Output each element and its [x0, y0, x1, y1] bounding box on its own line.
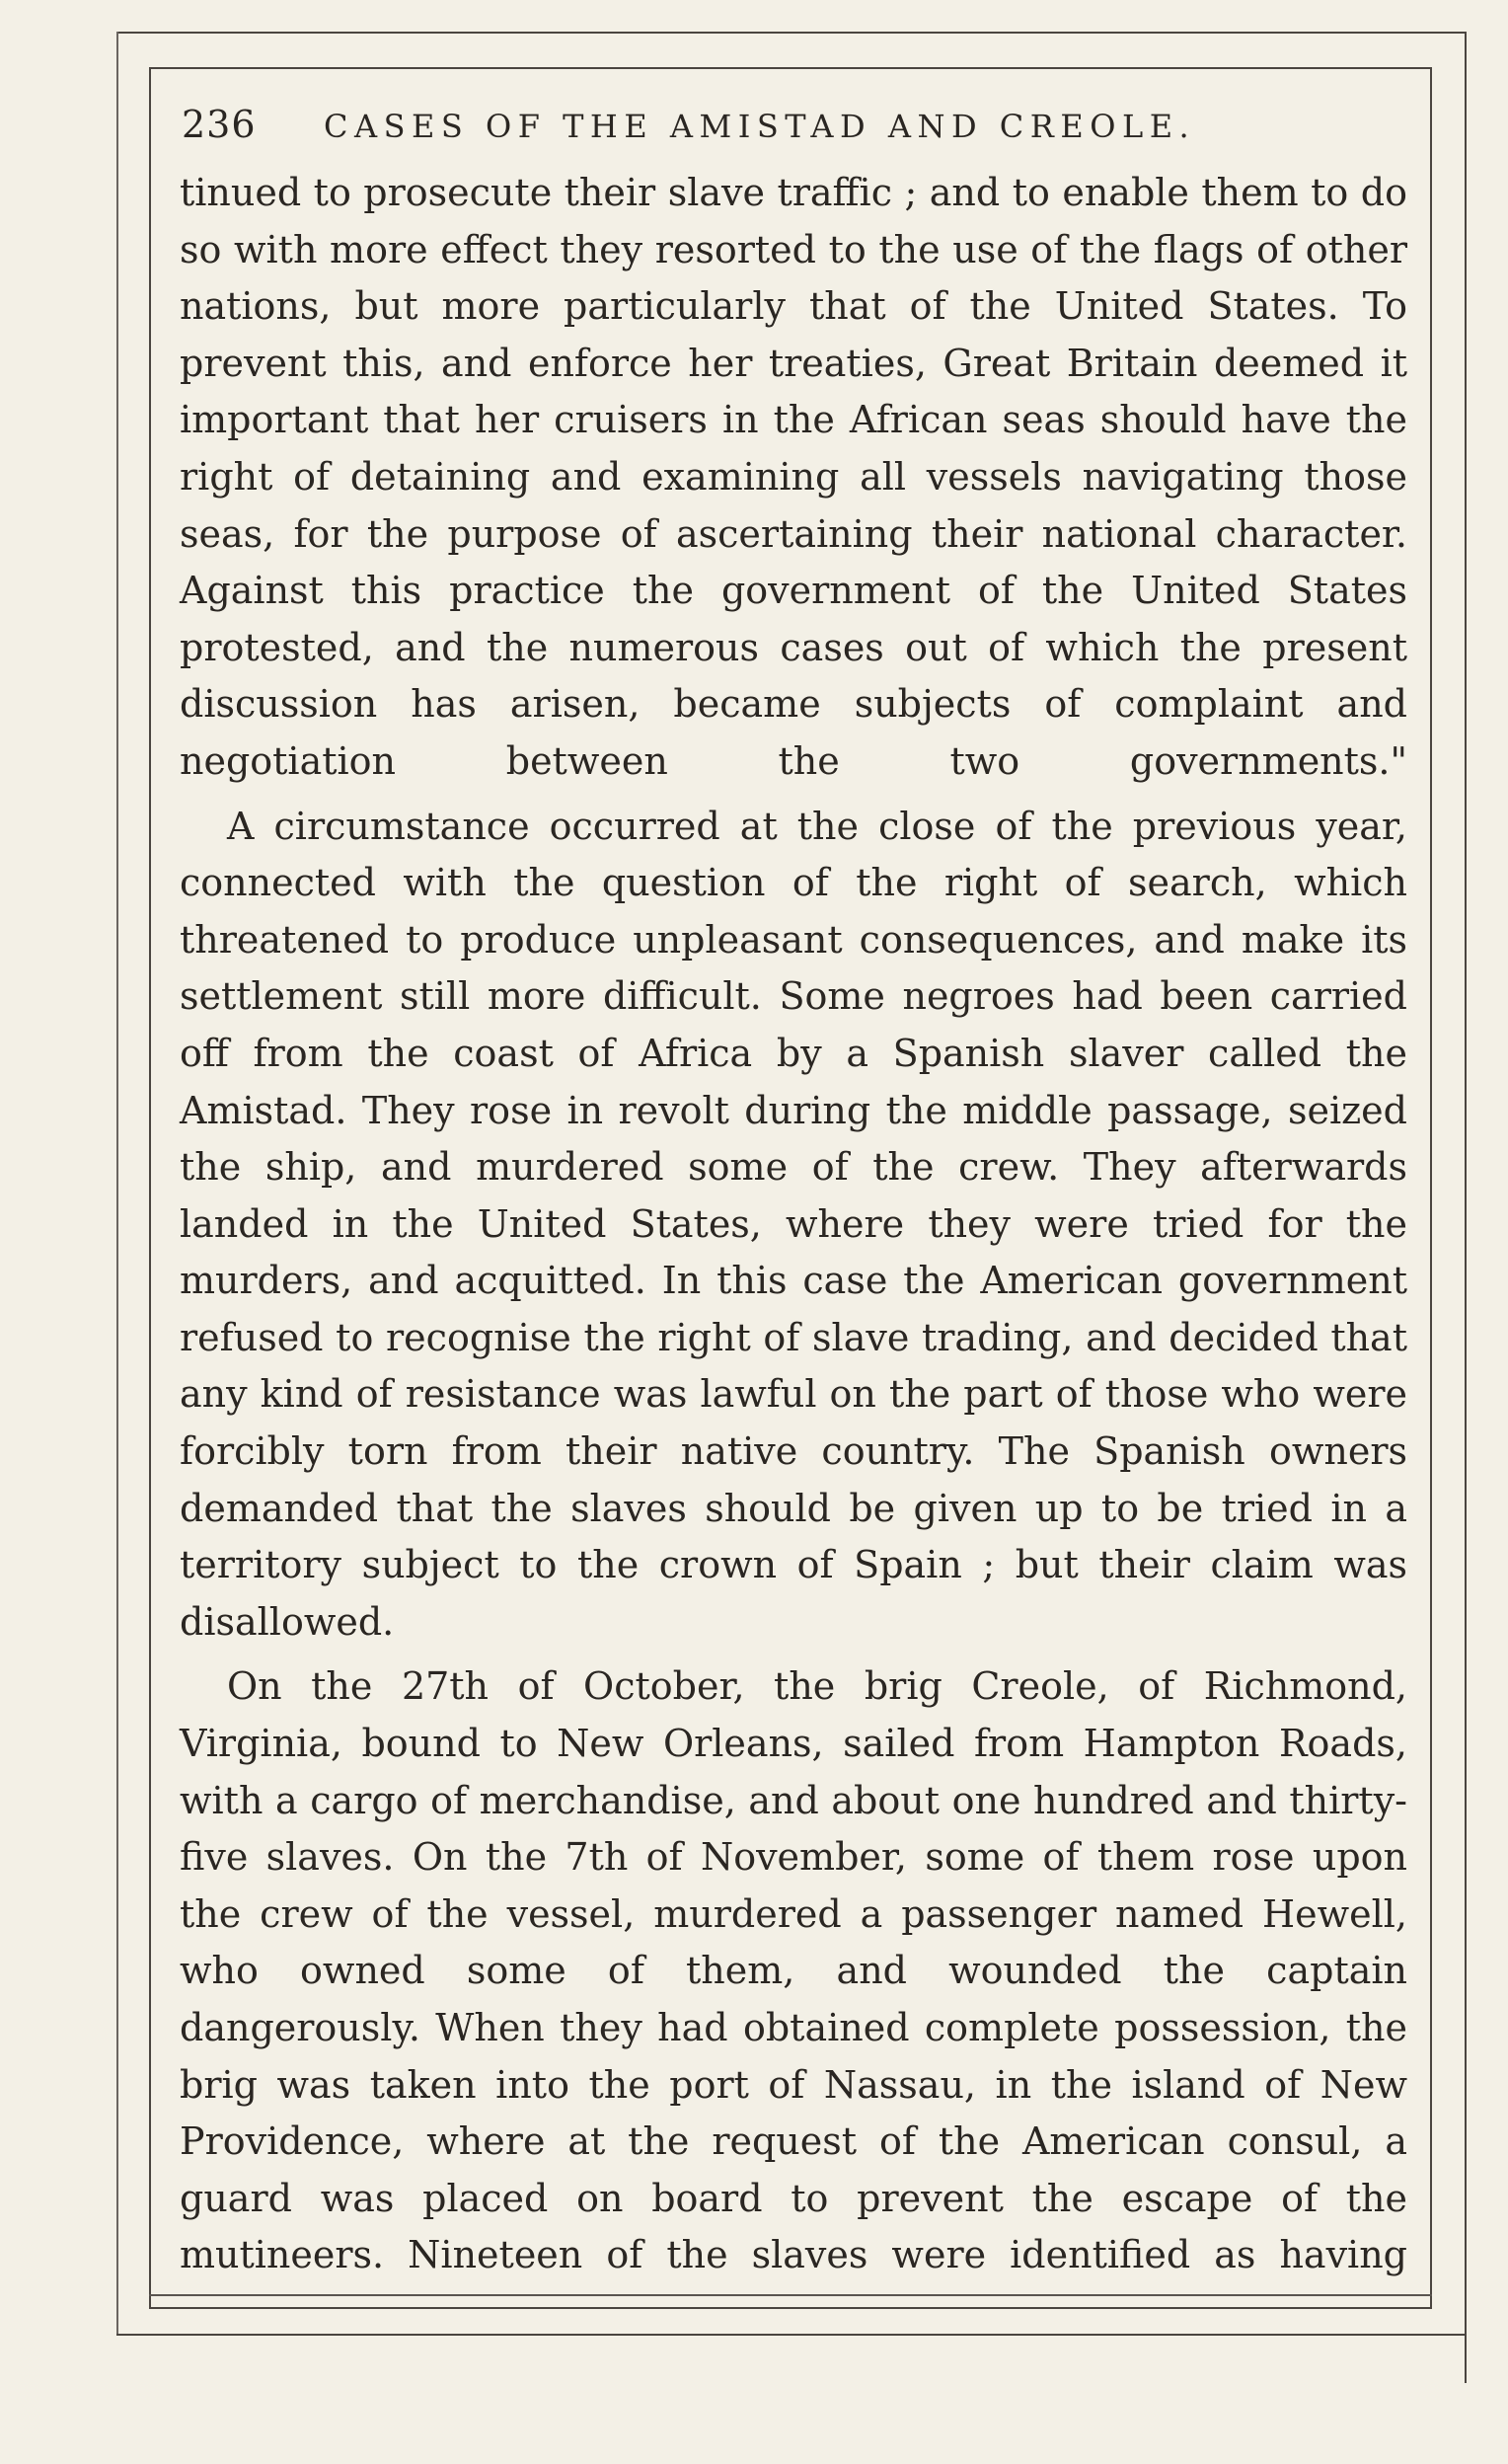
paragraph-2: A circumstance occurred at the close of the previous year, connected with the question of the right of search, which threatened to produce unpleasant consequences, and make its settlement still more difficult. Some negroes had been carried off from the coast of Africa by a Spanish slaver called the Amistad. They rose in revolt during the middle passage, seized the ship, and murdered some of the crew. They afterwards landed in the United States, where they were tried for the murders, and acquitted. In this case the American government refused to recognise the right of slave trading, and decided that any kind of resistance was lawful on the part of those who were forcibly torn from their native country. The Spanish owners demanded that the slaves should be given up to be tried in a territory subject to the crown of Spain ; but their claim was disallowed. — [180, 804, 1407, 1644]
body-text — [180, 165, 1407, 2292]
frame-inner-rule — [149, 2294, 1432, 2296]
page-number: 236 — [182, 103, 257, 146]
running-header — [178, 95, 1411, 154]
paragraph-3: On the 27th of October, the brig Creole, of Richmond, Virginia, bound to New Orleans, sailed from Hampton Roads, with a cargo of merchandise, and about one hundred and thirty-five slaves. On the 7th of November, some of them rose upon the crew of the vessel, murdered a passenger named Hewell, who owned some of them, and wounded the captain dangerously. When they had obtained complete possession, the brig was taken into the port of Nassau, in the island of New Providence, where at the request of the American consul, a guard was placed on board to prevent the escape of the mutineers. Nineteen of the slaves were identified as having — [180, 1664, 1407, 2277]
outer-border-right — [1465, 32, 1467, 2383]
paragraph-1: tinued to prosecute their slave traffic ; and to enable them to do so with more effect they resorted to the use of the flags of other nations, but more particularly that of the United States. To prevent this, and enforce her treaties, Great Britain deemed it important that her cruisers in the African seas should have the right of detaining and examining all vessels navigating those seas, for the purpose of ascertaining their national character. Against this practice the government of the United States protested, and the numerous cases out of which the present discussion has arisen, became subjects of complaint and negotiation between the two governments." — [180, 171, 1407, 783]
running-title: CASES OF THE AMISTAD AND CREOLE. — [324, 108, 1196, 145]
outer-border-bottom — [116, 2334, 1467, 2336]
outer-border-top — [116, 32, 1467, 34]
outer-border-left — [116, 32, 118, 2334]
